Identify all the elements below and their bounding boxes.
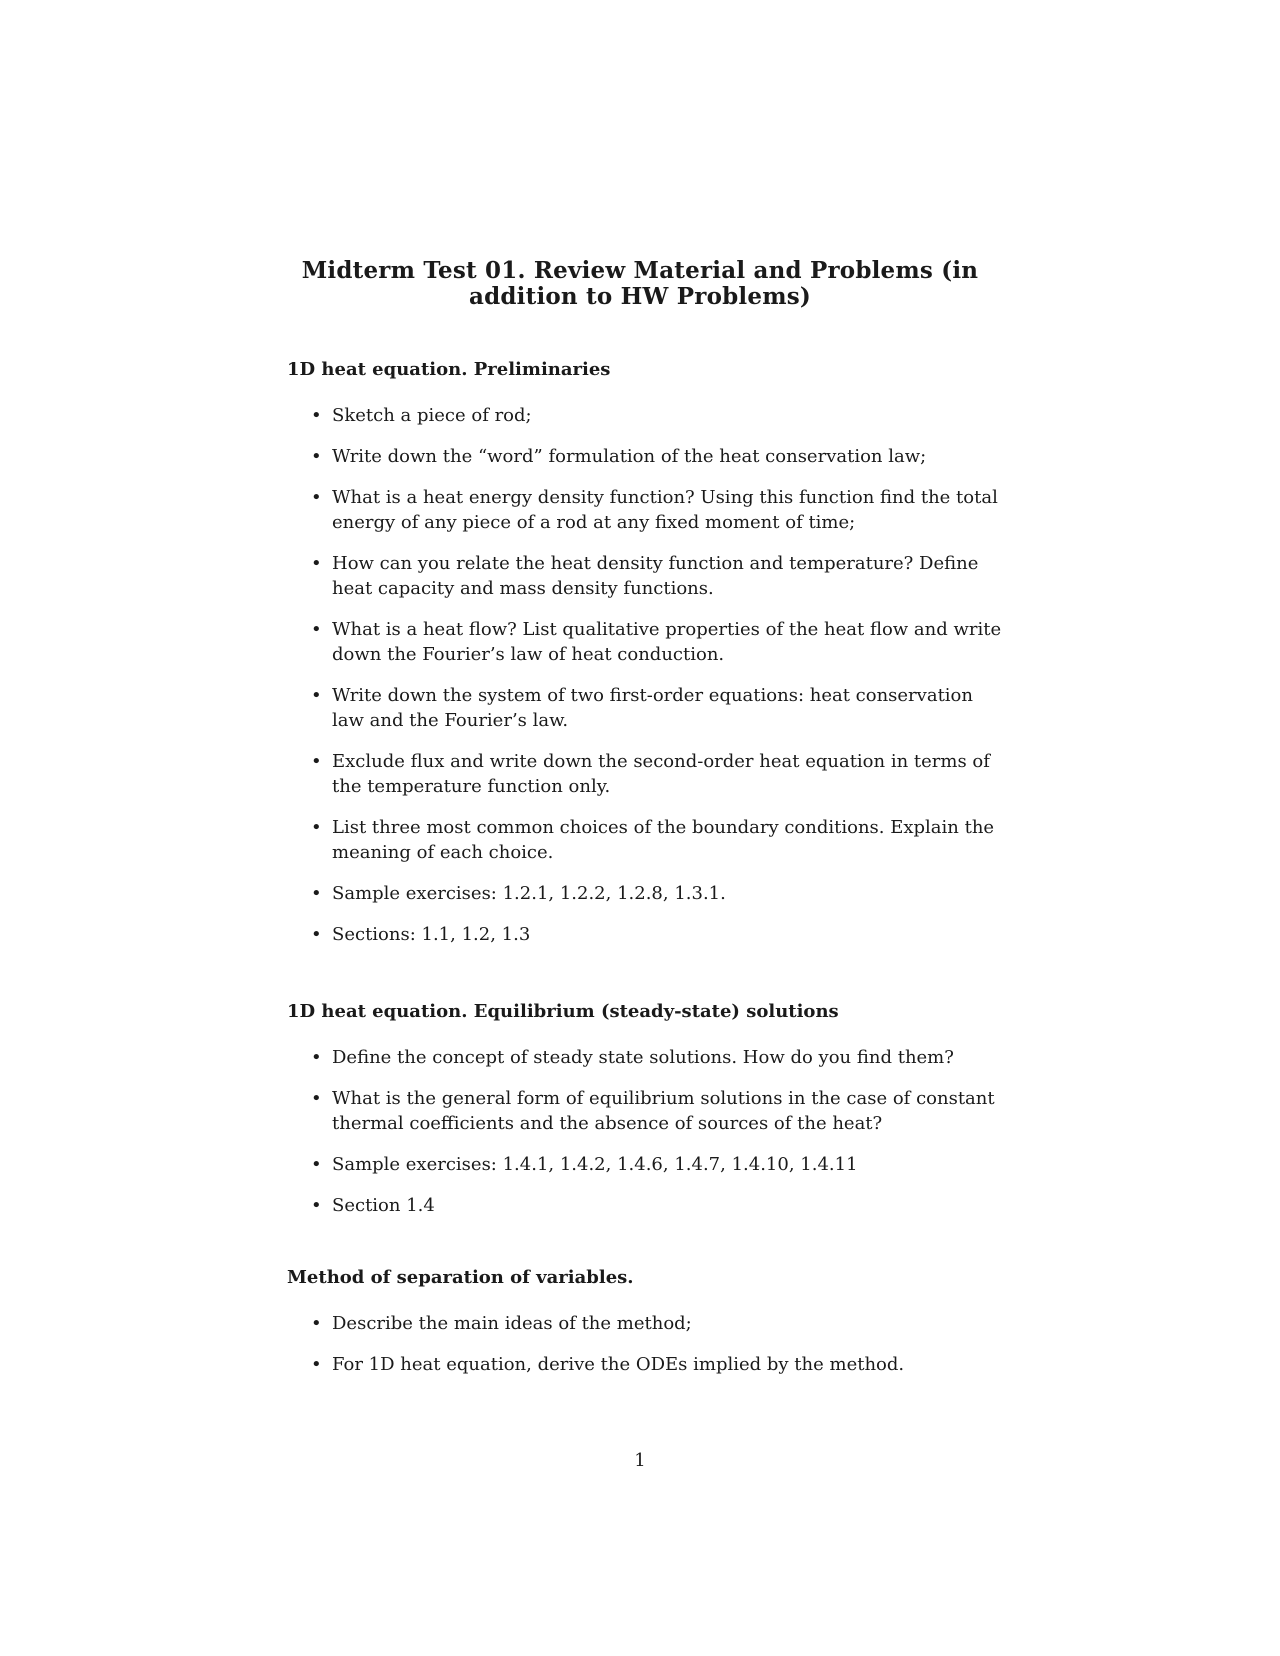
list-item: • What is the general form of equilibrium solutions in the case of constant thermal coefficients and the absence of sources of the heat?: [287, 1086, 1007, 1136]
list-item: • Sample exercises: 1.2.1, 1.2.2, 1.2.8, 1.3.1.: [287, 881, 1007, 906]
list-item: • Define the concept of steady state solutions. How do you find them?: [287, 1045, 1007, 1070]
equilibrium-list: [287, 1045, 1007, 1234]
section-heading-preliminaries: 1D heat equation. Preliminaries: [287, 359, 611, 380]
list-item: • Section 1.4: [287, 1193, 1007, 1218]
list-item: • Sample exercises: 1.4.1, 1.4.2, 1.4.6, 1.4.7, 1.4.10, 1.4.11: [287, 1152, 1007, 1177]
page-number: 1: [634, 1450, 646, 1471]
list-item: • What is a heat energy density function? Using this function find the total energy of any piece of a rod at any fixed moment of time;: [287, 485, 1007, 535]
list-item: • Exclude flux and write down the second-order heat equation in terms of the temperature function only.: [287, 749, 1007, 799]
separation-of-variables-list: [287, 1311, 1007, 1393]
title-line-1: Midterm Test 01. Review Material and Problems (in: [301, 257, 979, 284]
page-title: [280, 258, 1000, 310]
list-item: • Write down the “word” formulation of the heat conservation law;: [287, 444, 1007, 469]
list-item: • What is a heat flow? List qualitative properties of the heat flow and write down the Fourier’s law of heat conduction.: [287, 617, 1007, 667]
list-item: • How can you relate the heat density function and temperature? Define heat capacity and mass density functions.: [287, 551, 1007, 601]
section-heading-equilibrium: 1D heat equation. Equilibrium (steady-state) solutions: [287, 1001, 839, 1022]
list-item: • List three most common choices of the boundary conditions. Explain the meaning of each choice.: [287, 815, 1007, 865]
title-line-2: addition to HW Problems): [469, 283, 811, 310]
preliminaries-list: [287, 403, 1007, 963]
section-heading-separation-of-variables: Method of separation of variables.: [287, 1267, 634, 1288]
list-item: • Write down the system of two first-order equations: heat conservation law and the Fourier’s law.: [287, 683, 1007, 733]
list-item: • Sketch a piece of rod;: [287, 403, 1007, 428]
list-item: • Sections: 1.1, 1.2, 1.3: [287, 922, 1007, 947]
list-item: • Describe the main ideas of the method;: [287, 1311, 1007, 1336]
list-item: • For 1D heat equation, derive the ODEs implied by the method.: [287, 1352, 1007, 1377]
